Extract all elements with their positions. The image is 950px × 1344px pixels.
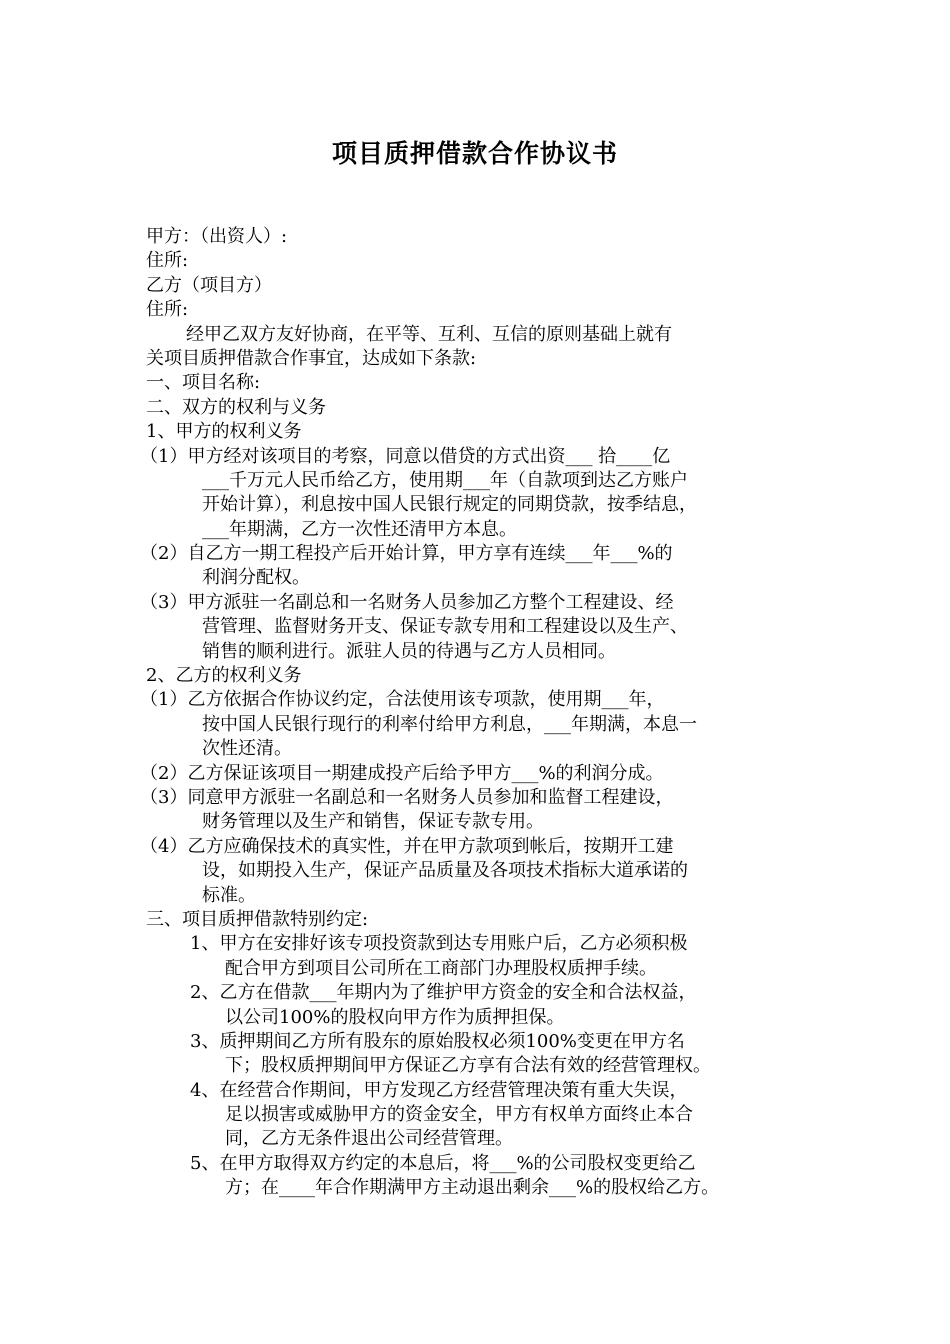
clause-line: 开始计算），利息按中国人民银行规定的同期贷款，按季结息， (202, 494, 697, 516)
clause-line: （3）甲方派驻一名副总和一名财务人员参加乙方整个工程建设、经 (140, 591, 674, 613)
party-b-line: 乙方（项目方） (146, 274, 272, 296)
clause-line: （3）同意甲方派驻一名副总和一名财务人员参加和监督工程建设， (140, 786, 674, 808)
party-b-address: 住所: (146, 299, 189, 321)
clause-line: 足以损害或威胁甲方的资金安全，甲方有权单方面终止本合 (225, 1104, 693, 1126)
clause-line: 利润分配权。 (202, 567, 310, 589)
clause-line: 财务管理以及生产和销售，保证专款专用。 (202, 811, 544, 833)
clause-line: 2、乙方在借款___年期内为了维护甲方资金的安全和合法权益， (190, 982, 697, 1004)
clause-line: 销售的顺利进行。派驻人员的待遇与乙方人员相同。 (202, 640, 616, 662)
party-a-line: 甲方：（出资人）: (146, 226, 288, 247)
preamble-line: 经甲乙双方友好协商，在平等、互利、互信的原则基础上就有 (186, 323, 672, 345)
clause-line: 设，如期投入生产，保证产品质量及各项技术指标大道承诺的 (202, 860, 688, 882)
subsection-heading: 1、甲方的权利义务 (146, 421, 302, 443)
clause-line: 同，乙方无条件退出公司经营管理。 (225, 1128, 513, 1150)
party-a-address: 住所: (146, 250, 189, 272)
document-body (140, 225, 814, 1201)
clause-line: 按中国人民银行现行的利率付给甲方利息，___年期满，本息一 (202, 713, 697, 735)
clause-line: 3、质押期间乙方所有股东的原始股权必须100%变更在甲方名 (190, 1030, 685, 1052)
clause-line: （1）甲方经对该项目的考察，同意以借贷的方式出资___ 拾____亿 (140, 445, 671, 467)
section-heading: 二、双方的权利与义务 (146, 396, 326, 418)
document-title: 项目质押借款合作协议书 (331, 139, 618, 168)
clause-line: （4）乙方应确保技术的真实性，并在甲方款项到帐后，按期开工建 (140, 835, 674, 857)
clause-line: 4、在经营合作期间，甲方发现乙方经营管理决策有重大失误， (190, 1079, 688, 1101)
clause-line: 次性还清。 (202, 738, 292, 760)
clause-line: 1、甲方在安排好该专项投资款到达专用账户后，乙方必须积极 (190, 933, 688, 955)
clause-line: 方；在____年合作期满甲方主动退出剩余___%的股权给乙方。 (225, 1177, 720, 1199)
clause-line: ___年期满，乙方一次性还清甲方本息。 (202, 518, 517, 540)
section-heading: 一、项目名称: (146, 372, 261, 394)
clause-line: 以公司100%的股权向甲方作为质押担保。 (225, 1006, 565, 1028)
clause-line: 下；股权质押期间甲方保证乙方享有合法有效的经营管理权。 (225, 1055, 711, 1077)
clause-line: ___千万元人民币给乙方，使用期___年（自款项到达乙方账户 (202, 469, 688, 491)
clause-line: （1）乙方依据合作协议约定，合法使用该专项款，使用期___年， (140, 689, 665, 711)
clause-line: 标准。 (202, 884, 256, 906)
clause-line: 5、在甲方取得双方约定的本息后，将___%的公司股权变更给乙 (190, 1152, 696, 1174)
clause-line: 营管理、监督财务开支、保证专款专用和工程建设以及生产、 (202, 616, 688, 638)
clause-line: （2）乙方保证该项目一期建成投产后给予甲方___%的利润分成。 (140, 762, 664, 784)
clause-line: 配合甲方到项目公司所在工商部门办理股权质押手续。 (225, 957, 657, 979)
preamble-line: 关项目质押借款合作事宜，达成如下条款: (146, 347, 477, 369)
clause-line: （2）自乙方一期工程投产后开始计算，甲方享有连续___年___%的 (140, 543, 673, 565)
section-heading: 三、项目质押借款特别约定: (146, 908, 369, 930)
subsection-heading: 2、乙方的权利义务 (146, 665, 302, 687)
